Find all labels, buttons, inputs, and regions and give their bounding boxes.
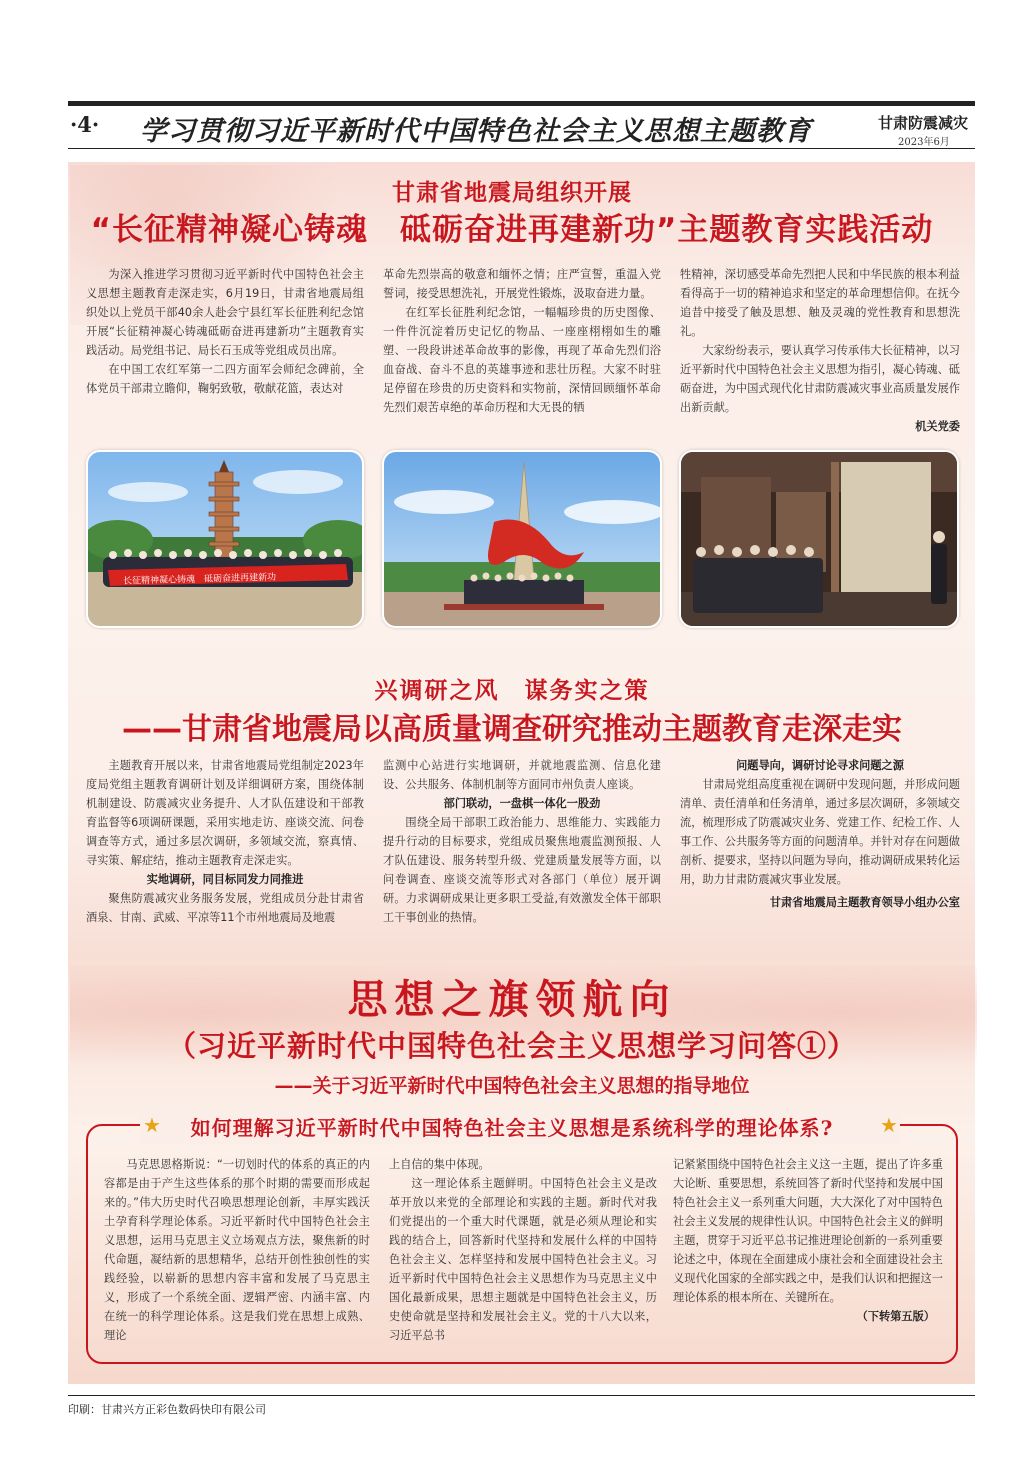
photo-banner-text: 长征精神凝心铸魂 砥砺奋进再建新功 — [122, 572, 277, 587]
subheading: 实地调研，同目标同发力同推进 — [146, 873, 304, 886]
paragraph: 上自信的集中体现。 — [389, 1158, 490, 1171]
paragraph: 牲精神，深切感受革命先烈把人民和中华民族的根本利益看得高于一切的精神追求和坚定的革命理想信仰。在抚今追昔中接受了触及思想、触及灵魂的党性教育和思想洗礼。 — [680, 268, 960, 338]
paragraph: 主题教育开展以来，甘肃省地震局党组制定2023年度局党组主题教育调研计划及详细调研方案，围绕体制机制建设、防震减灾业务提升、人才队伍建设和干部教育监督等6项调研课题，采用实地走访、座谈交流、问卷调查等方式，通过多层次调研，多领域交流，察真情、寻实策、解症结，推动主题教育走深走实。 — [86, 759, 364, 867]
continued-note: （下转第五版） — [856, 1310, 935, 1323]
article3-column-3 — [673, 1155, 943, 1326]
paragraph: 马克思恩格斯说：“一切划时代的体系的真正的内容都是由于产生这些体系的那个时期的需要而形成起来的。”伟大历史时代召唤思想理论创新，丰厚实践沃土孕育科学理论体系。习近平新时代中国特色社会主义思想，运用马克思主义立场观点方法，聚焦新的时代命题，凝结新的思想精华，总结开创性独创性的实践经验，以崭新的思想内容丰富和发展了马克思主义，形成了一个系统全面、逻辑严密、内涵丰富、内在统一的科学理论体系。这是我们党在思想上成熟、理论 — [104, 1158, 370, 1342]
article2-column-2 — [383, 756, 661, 927]
article2-column-3 — [680, 756, 960, 912]
paragraph: 革命先烈崇高的敬意和缅怀之情；庄严宣誓，重温入党誓词，接受思想洗礼，开展党性锻炼，汲取奋进力量。 — [383, 268, 661, 300]
subheading: 部门联动，一盘棋一体化一股劲 — [443, 797, 601, 810]
article1-signature: 机关党委 — [915, 420, 960, 433]
article2-signature: 甘肃省地震局主题教育领导小组办公室 — [769, 896, 960, 909]
star-icon: ★ — [143, 1113, 161, 1137]
article2-kicker: 兴调研之风 谋务实之策 — [374, 677, 650, 704]
paragraph: 记紧紧围绕中国特色社会主义这一主题，提出了许多重大论断、重要思想，系统回答了新时代坚持和发展中国特色社会主义一系列重大问题，大大深化了对中国特色社会主义发展的规律性认识。中国特色社会主义的鲜明主题，贯穿于习近平总书记推进理论创新的一系列重要论述之中，体现在全面建成小康社会和全面建设社会主义现代化国家的全部实践之中，是我们认识和把握这一理论体系的根本所在、关键所在。 — [673, 1158, 943, 1304]
star-icon: ★ — [880, 1113, 898, 1137]
question-heading: 如何理解习近平新时代中国特色社会主义思想是系统科学的理论体系? — [190, 1116, 834, 1140]
page-number: ·4· — [70, 112, 100, 137]
paragraph: 围绕全局干部职工政治能力、思维能力、实践能力提升行动的目标要求，党组成员聚焦地震监测预报、人才队伍建设、服务转型升级、党建质量发展等方面，以问卷调查、座谈交流等形式对各部门（单位）展开调研。力求调研成果让更多职工受益,有效激发全体干部职工干事创业的热情。 — [383, 816, 661, 924]
article3-title: 思想之旗领航向 — [347, 977, 677, 1023]
article1-kicker: 甘肃省地震局组织开展 — [392, 179, 632, 206]
article1-column-2 — [383, 265, 661, 417]
article3-column-2 — [389, 1155, 657, 1345]
article3-subtitle-2: ——关于习近平新时代中国特色社会主义思想的指导地位 — [274, 1075, 750, 1097]
monument-group-photo — [382, 450, 662, 628]
paragraph: 监测中心站进行实地调研，并就地震监测、信息化建设、公共服务、体制机制等方面同市州负责人座谈。 — [383, 759, 661, 791]
group-photo-pagoda — [86, 450, 364, 628]
paragraph: 聚焦防震减灾业务服务发展，党组成员分赴甘肃省酒泉、甘南、武威、平凉等11个市州地震局及地震 — [86, 892, 364, 924]
article2-column-1 — [86, 756, 364, 927]
section-title: 学习贯彻习近平新时代中国特色社会主义思想主题教育 — [140, 116, 812, 147]
article1-column-3 — [680, 265, 960, 436]
paragraph: 在红军长征胜利纪念馆，一幅幅珍贵的历史图像、一件件沉淀着历史记忆的物品、一座座栩栩如生的雕塑、一段段讲述革命故事的影像，再现了革命先烈们浴血奋战、奋斗不息的英雄事迹和悲壮历程。大家不时驻足停留在珍贵的历史资料和实物前，深情回顾缅怀革命先烈们艰苦卓绝的革命历程和大无畏的牺 — [383, 306, 661, 414]
article1-column-1 — [86, 265, 364, 398]
paragraph: 在中国工农红军第一二四方面军会师纪念碑前，全体党员干部肃立瞻仰，鞠躬致敬，敬献花篮，表达对 — [86, 363, 364, 395]
newspaper-name: 甘肃防震减灾 — [878, 114, 969, 132]
footer-rule — [68, 1395, 975, 1396]
printer-credit: 印刷：甘肃兴方正彩色数码快印有限公司 — [68, 1403, 266, 1416]
article1-title: “长征精神凝心铸魂 砥砺奋进再建新功”主题教育实践活动 — [90, 212, 934, 248]
museum-exhibit-photo — [679, 450, 959, 628]
paragraph: 这一理论体系主题鲜明。中国特色社会主义是改革开放以来党的全部理论和实践的主题。新时代对我们党提出的一个重大时代课题，就是必须从理论和实践的结合上，回答新时代坚持和发展什么样的中国特色社会主义、怎样坚持和发展中国特色社会主义。习近平新时代中国特色社会主义思想作为马克思主义中国化最新成果，思想主题就是中国特色社会主义，历史使命就是坚持和发展社会主义。党的十八大以来，习近平总书 — [389, 1177, 657, 1342]
header-rule — [68, 101, 975, 106]
paragraph: 大家纷纷表示，要认真学习传承伟大长征精神，以习近平新时代中国特色社会主义思想为指引，凝心铸魂、砥砺奋进，为中国式现代化甘肃防震减灾事业高质量发展作出新贡献。 — [680, 344, 960, 414]
article3-column-1 — [104, 1155, 370, 1345]
paragraph: 为深入推进学习贯彻习近平新时代中国特色社会主义思想主题教育走深走实，6月19日，甘肃省地震局组织处以上党员干部40余人赴会宁县红军长征胜利纪念馆开展“长征精神凝心铸魂砥砺奋进再建新功”主题教育实践活动。局党组书记、局长石玉成等党组成员出席。 — [86, 268, 364, 357]
paragraph: 甘肃局党组高度重视在调研中发现问题，并形成问题清单、责任清单和任务清单，通过多层次调研，多领域交流，梳理形成了防震减灾业务、党建工作、纪检工作、人事工作、公共服务等方面的问题清单。并针对存在问题做剖析、提要求，坚持以问题为导向，推动调研成果转化运用，助力甘肃防震减灾事业发展。 — [680, 778, 960, 886]
issue-date: 2023年6月 — [898, 137, 950, 148]
article3-subtitle: （习近平新时代中国特色社会主义思想学习问答①） — [166, 1029, 857, 1063]
header-rule-bottom — [68, 148, 975, 149]
article2-title: ——甘肃省地震局以高质量调查研究推动主题教育走深走实 — [122, 712, 902, 747]
subheading: 问题导向，调研讨论寻求问题之源 — [736, 759, 904, 772]
